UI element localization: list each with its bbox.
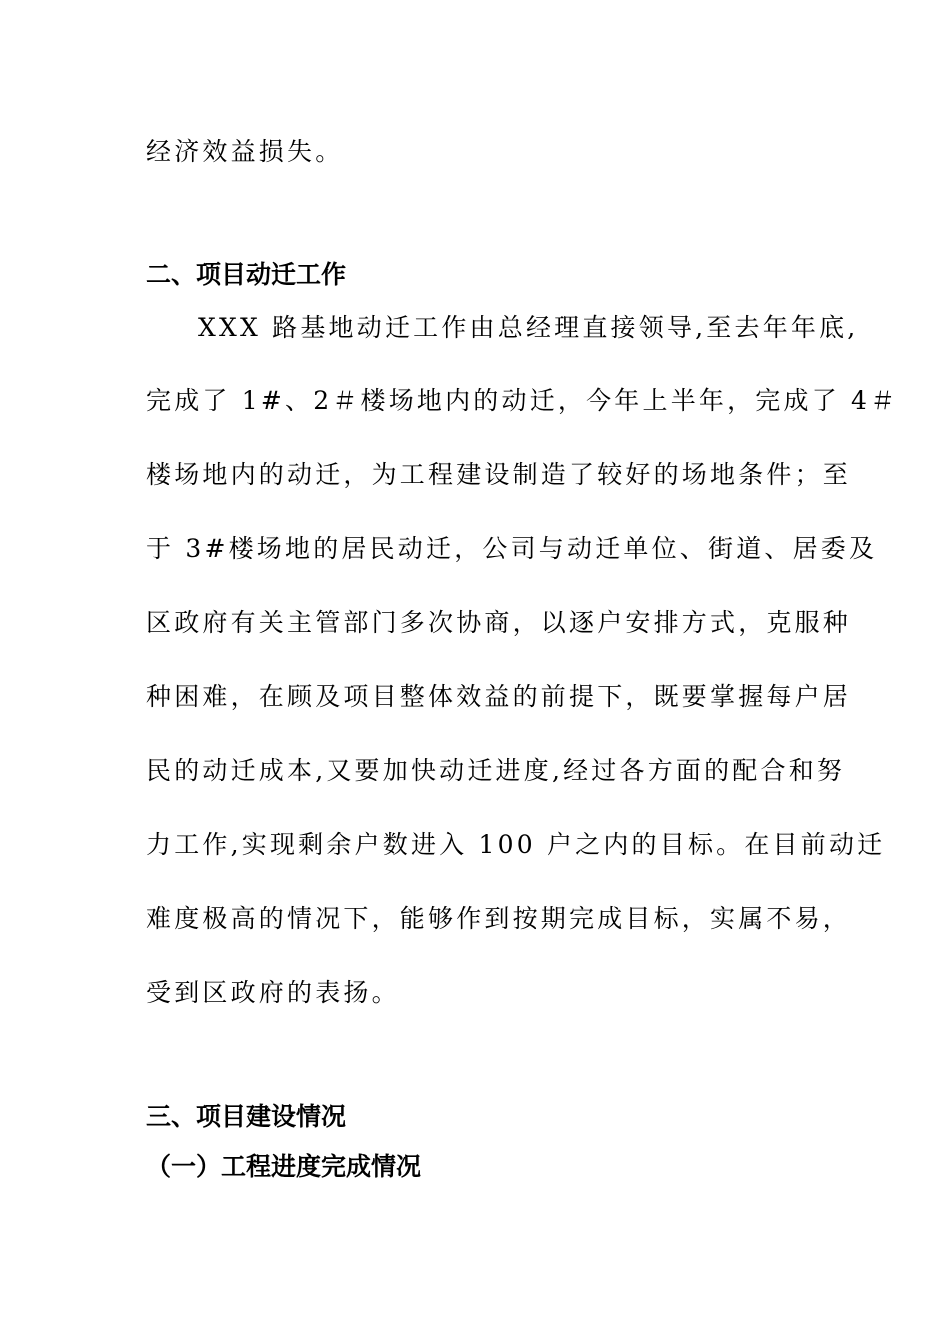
paragraph-line: 受到区政府的表扬。 <box>146 978 400 1007</box>
paragraph-line: 力工作,实现剩余户数进入 100 户之内的目标。在目前动迁 <box>146 830 886 859</box>
lead-line: 经济效益损失。 <box>146 137 344 166</box>
paragraph-line: 完成了 1#、2＃楼场地内的动迁，今年上半年，完成了 4＃ <box>146 386 899 415</box>
paragraph-line: 区政府有关主管部门多次协商，以逐户安排方式，克服种 <box>146 608 852 637</box>
section-heading-relocation: 二、项目动迁工作 <box>146 260 347 289</box>
paragraph-line: 难度极高的情况下，能够作到按期完成目标，实属不易， <box>146 904 852 933</box>
paragraph-line: XXX 路基地动迁工作由总经理直接领导,至去年年底, <box>198 313 859 342</box>
paragraph-line: 民的动迁成本,又要加快动迁进度,经过各方面的配合和努 <box>146 756 846 785</box>
subsection-heading-progress: （一）工程进度完成情况 <box>146 1152 422 1181</box>
paragraph-line: 于 3#楼场地的居民动迁，公司与动迁单位、街道、居委及 <box>146 534 878 563</box>
paragraph-line: 楼场地内的动迁，为工程建设制造了较好的场地条件；至 <box>146 460 852 489</box>
paragraph-line: 种困难，在顾及项目整体效益的前提下，既要掌握每户居 <box>146 682 852 711</box>
section-heading-construction: 三、项目建设情况 <box>146 1102 347 1131</box>
